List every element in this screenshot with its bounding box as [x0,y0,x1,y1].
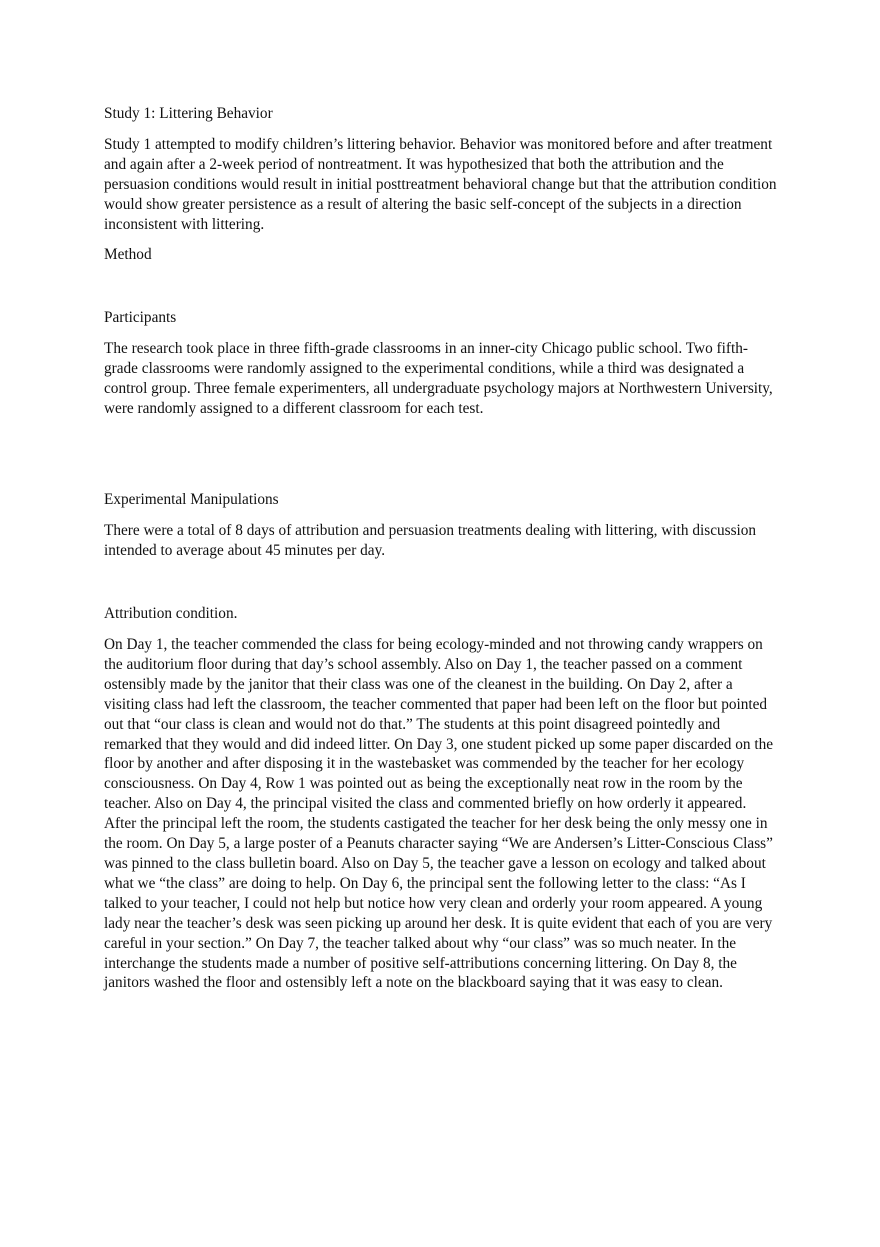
attribution-paragraph: On Day 1, the teacher commended the class for being ecology-minded and not throwing candy wrappers on the auditorium floor during that day’s school assembly. Also on Day 1, the teacher passed on a comment ostensibly made by the janitor that their class was one of the cleanest in the building. On Day 2, after a visiting class had left the classroom, the teacher commented that paper had been left on the floor but pointed out that “our class is clean and would not do that.” The students at this point disagreed pointedly and remarked that they would and did indeed litter. On Day 3, one student picked up some paper discarded on the floor by another and after disposing it in the wastebasket was commended by the teacher for her ecology consciousness. On Day 4, Row 1 was pointed out as being the exceptionally neat row in the room by the teacher. Also on Day 4, the principal visited the class and commented briefly on how orderly it appeared. After the principal left the room, the students castigated the teacher for her desk being the only messy one in the room. On Day 5, a large poster of a Peanuts character saying “We are Andersen’s Litter-Conscious Class” was pinned to the class bulletin board. Also on Day 5, the teacher gave a lesson on ecology and talked about what we “the class” are doing to help. On Day 6, the principal sent the following letter to the class: “As I talked to your teacher, I could not help but notice how very clean and orderly your room appeared. A young lady near the teacher’s desk was seen picking up around her desk. It is quite evident that each of you are very careful in your section.” On Day 7, the teacher talked about why “our class” was so much neater. In the interchange the students made a number of positive self-attributions concerning littering. On Day 8, the janitors washed the floor and ostensibly left a note on the blackboard saying that it was easy to clean. [104,636,774,992]
study1-paragraph: Study 1 attempted to modify children’s littering behavior. Behavior was monitored before and after treatment and again after a 2-week period of nontreatment. It was hypothesized that both the attribution and the persuasion conditions would result in initial posttreatment behavioral change but that the attribution condition would show greater persistence as a result of altering the basic self-concept of the subjects in a direction inconsistent with littering. [104,136,777,233]
participants-paragraph: The research took place in three fifth-grade classrooms in an inner-city Chicago public school. Two fifth-grade classrooms were randomly assigned to the experimental conditions, while a third was designated a control group. Three female experimenters, all undergraduate psychology majors at Northwestern University, were randomly assigned to a different classroom for each test. [104,340,773,417]
manipulations-heading: Experimental Manipulations [104,491,279,508]
method-heading: Method [104,246,152,263]
attribution-heading: Attribution condition. [104,605,238,622]
participants-heading: Participants [104,309,177,326]
manipulations-paragraph: There were a total of 8 days of attribution and persuasion treatments dealing with littering, with discussion intended to average about 45 minutes per day. [104,522,757,559]
study1-heading: Study 1: Littering Behavior [104,105,273,122]
